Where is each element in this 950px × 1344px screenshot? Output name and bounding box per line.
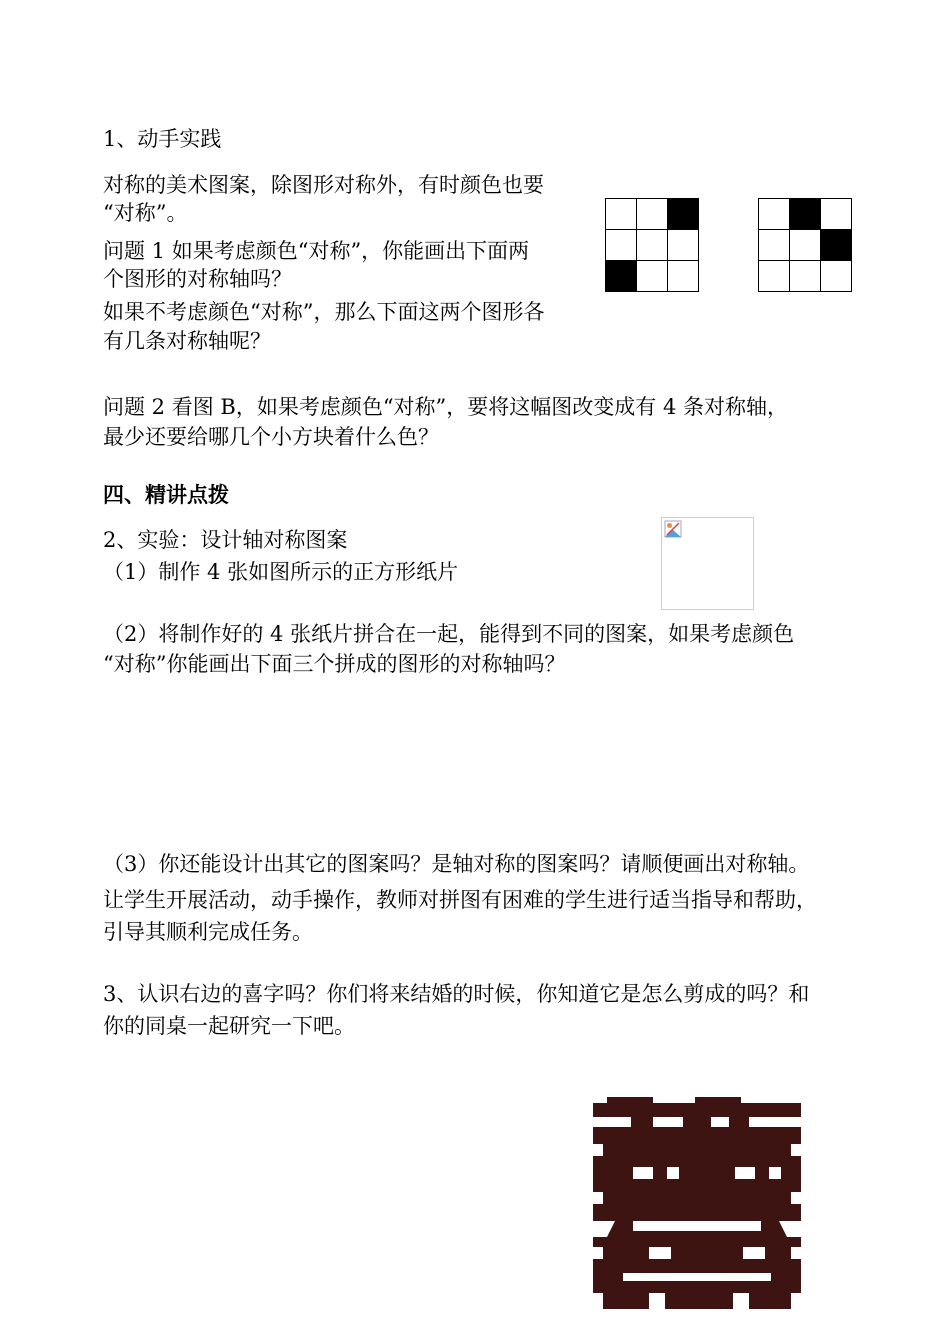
- empty-cell: [759, 199, 790, 230]
- empty-cell: [790, 230, 821, 261]
- step2-line: （2）将制作好的 4 张纸片拼合在一起，能得到不同的图案，如果考虑颜色: [103, 622, 795, 646]
- question2-line: 最少还要给哪几个小方块着什么色？: [103, 425, 439, 449]
- section1-heading: 1、动手实践: [103, 127, 222, 151]
- section4-heading: 四、精讲点拨: [103, 483, 229, 507]
- question2-line: 问题 2 看图 B，如果考虑颜色“对称”，要将这幅图改变成有 4 条对称轴，: [103, 395, 788, 419]
- empty-cell: [637, 261, 668, 292]
- section3-line: 你的同桌一起研究一下吧。: [103, 1014, 355, 1038]
- empty-cell: [637, 199, 668, 230]
- filled-cell: [606, 261, 637, 292]
- question1-line: 个图形的对称轴吗？: [103, 267, 292, 291]
- question1-line: 问题 1 如果考虑颜色“对称”，你能画出下面两: [103, 239, 530, 263]
- section2-heading: 2、实验：设计轴对称图案: [103, 528, 348, 552]
- empty-cell: [759, 261, 790, 292]
- section3-line: 3、认识右边的喜字吗？你们将来结婚的时候，你知道它是怎么剪成的吗？和: [103, 982, 810, 1006]
- paper-square-image: [661, 517, 754, 610]
- empty-cell: [759, 230, 790, 261]
- filled-cell: [668, 199, 699, 230]
- step1-line: （1）制作 4 张如图所示的正方形纸片: [103, 560, 459, 584]
- empty-cell: [668, 230, 699, 261]
- grid-figure-b: [758, 198, 852, 292]
- empty-cell: [821, 199, 852, 230]
- paragraph-line: 对称的美术图案，除图形对称外，有时颜色也要: [103, 173, 544, 197]
- empty-cell: [606, 230, 637, 261]
- step2-line: “对称”你能画出下面三个拼成的图形的对称轴吗？: [103, 652, 566, 676]
- broken-image-icon: [664, 520, 682, 538]
- question1-line: 如果不考虑颜色“对称”，那么下面这两个图形各: [103, 300, 545, 324]
- empty-cell: [790, 261, 821, 292]
- double-happiness-papercut-image: [593, 1097, 801, 1309]
- activity-line: 让学生开展活动，动手操作，教师对拼图有困难的学生进行适当指导和帮助，: [103, 888, 817, 912]
- filled-cell: [821, 230, 852, 261]
- grid-figure-a: [605, 198, 699, 292]
- question1-line: 有几条对称轴呢？: [103, 329, 271, 353]
- paragraph-line: “对称”。: [103, 201, 188, 225]
- empty-cell: [668, 261, 699, 292]
- step3-line: （3）你还能设计出其它的图案吗？是轴对称的图案吗？请顺便画出对称轴。: [103, 852, 810, 876]
- empty-cell: [606, 199, 637, 230]
- empty-cell: [821, 261, 852, 292]
- empty-cell: [637, 230, 668, 261]
- activity-line: 引导其顺利完成任务。: [103, 920, 313, 944]
- filled-cell: [790, 199, 821, 230]
